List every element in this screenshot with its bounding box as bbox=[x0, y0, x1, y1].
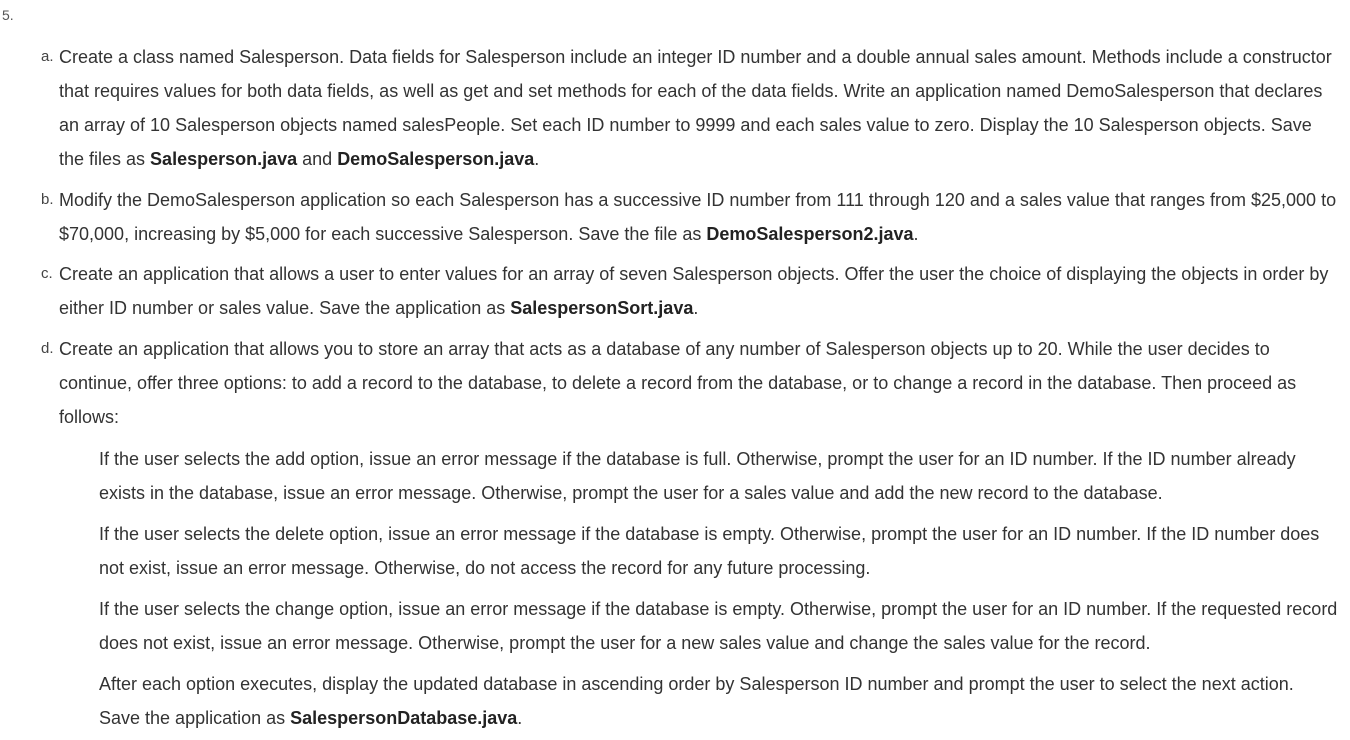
item-a-file-demo: DemoSalesperson.java bbox=[337, 149, 535, 169]
sub-paragraph-change: If the user selects the change option, issue an error message if the database is empty. Otherwise, prompt the user for an ID number. If the requested record does not exist, issue an error message. Otherwise, prompt the user for a new sales value and change the sales value for the record. bbox=[99, 599, 1338, 653]
item-a-paragraph bbox=[59, 40, 1341, 176]
sub-paragraph-after-file: SalespersonDatabase.java bbox=[290, 708, 518, 728]
sub-paragraph-delete: If the user selects the delete option, issue an error message if the database is empty. Otherwise, prompt the user for an ID number. If the ID number does not exist, issue an error message. Otherwise, do not access the record for any future processing. bbox=[99, 524, 1320, 578]
item-b-paragraph bbox=[59, 183, 1341, 251]
item-b-text: Modify the DemoSalesperson application so each Salesperson has a successive ID number from 111 through 120 and a sales value that ranges from $25,000 to $70,000, increasing by $5,000 for each successive Salesperson. Save the file as bbox=[59, 190, 1337, 244]
problem-number: 5. bbox=[2, 7, 14, 23]
item-a-join: and bbox=[297, 149, 338, 169]
item-marker-a: a. bbox=[41, 48, 54, 65]
item-marker-b: b. bbox=[41, 191, 54, 208]
item-d-paragraph: Create an application that allows you to store an array that acts as a database of any number of Salesperson objects up to 20. While the user decides to continue, offer three options: to add a record to the database, to delete a record from the database, or to change a record in the database. Then proceed as follows: bbox=[59, 339, 1297, 427]
item-a-text: Create a class named Salesperson. Data fields for Salesperson include an integer ID number and a double annual sales amount. Methods include a constructor that requires values for both data fields, as well as get and set methods for each of the data fields. Write an application named DemoSalesperson that declares an array of 10 Salesperson objects named salesPeople. Set each ID number to 9999 and each sales value to zero. Display the 10 Salesperson objects. Save the files as bbox=[59, 47, 1332, 169]
sub-paragraph-after-end: . bbox=[517, 708, 523, 728]
item-c bbox=[41, 257, 1341, 325]
sub-paragraph-after bbox=[99, 667, 1339, 735]
item-c-paragraph bbox=[59, 257, 1341, 325]
sub-paragraph-after-text: After each option executes, display the updated database in ascending order by Salesperson ID number and prompt the user to select the next action. Save the application as bbox=[99, 674, 1294, 728]
item-a-end: . bbox=[534, 149, 540, 169]
item-marker-c: c. bbox=[41, 265, 53, 282]
item-b bbox=[41, 183, 1341, 251]
item-marker-d: d. bbox=[41, 340, 54, 357]
item-a-file-salesperson: Salesperson.java bbox=[150, 149, 298, 169]
item-d bbox=[41, 332, 1341, 434]
item-a bbox=[41, 40, 1341, 176]
item-b-end: . bbox=[913, 224, 919, 244]
item-b-file: DemoSalesperson2.java bbox=[706, 224, 914, 244]
sub-paragraph-add: If the user selects the add option, issue an error message if the database is full. Otherwise, prompt the user for an ID number. If the ID number already exists in the database, issue an error message. Otherwise, prompt the user for a sales value and add the new record to the database. bbox=[99, 449, 1296, 503]
item-c-text: Create an application that allows a user to enter values for an array of seven Salesperson objects. Offer the user the choice of displaying the objects in order by either ID number or sales value. Save the application as bbox=[59, 264, 1329, 318]
item-c-end: . bbox=[693, 298, 699, 318]
item-c-file: SalespersonSort.java bbox=[510, 298, 694, 318]
